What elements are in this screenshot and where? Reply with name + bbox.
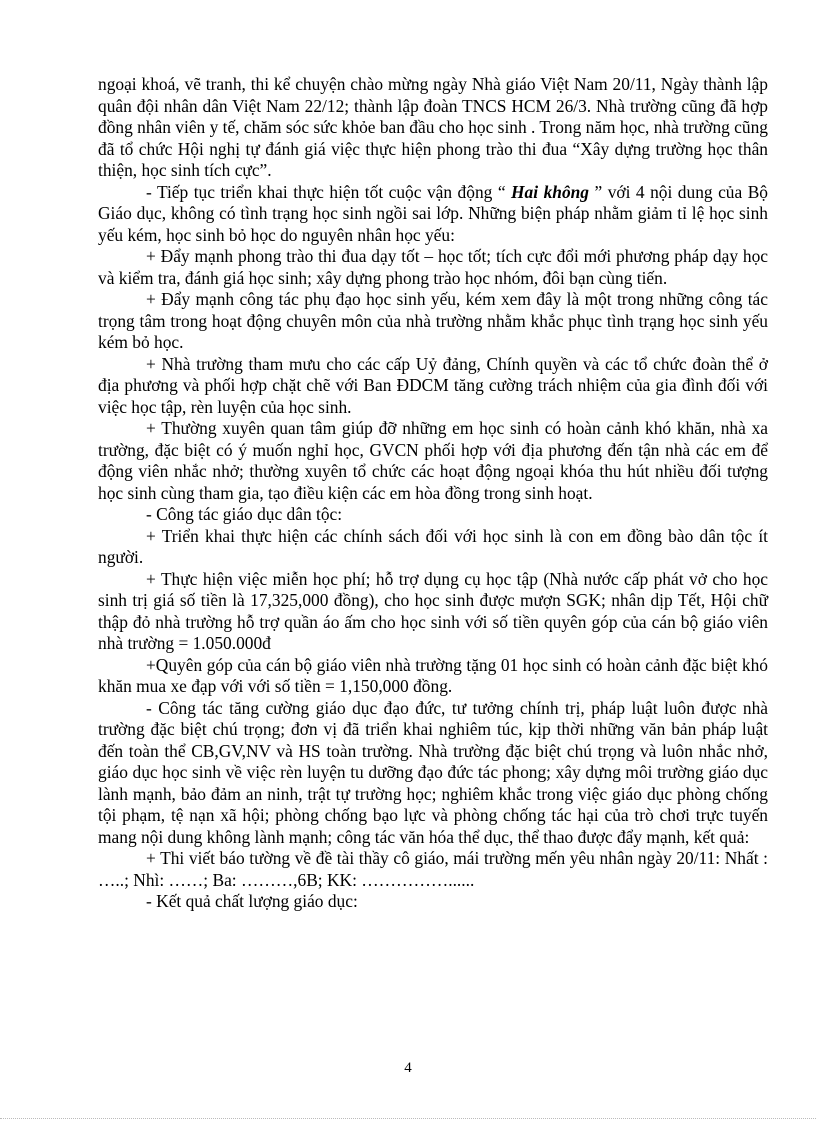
paragraph: - Kết quả chất lượng giáo dục: <box>146 891 358 911</box>
paragraph: + Thi viết báo tường về đề tài thầy cô giáo, mái trường mến yêu nhân ngày 20/11: Nhất : …..; Nhì: ……; Ba: ………,6B; KK: ……………...... <box>98 848 768 890</box>
paragraph: + Thực hiện việc miễn học phí; hỗ trợ dụng cụ học tập (Nhà nước cấp phát vở cho học sinh trị giá số tiền là 17,325,000 đồng), cho học sinh được mượn SGK; nhân dịp Tết, Hội chữ thập đỏ nhà trường hỗ trợ quần áo ấm cho học sinh với số tiền quyên góp của cán bộ giáo viên nhà trường = 1.050.000đ <box>98 568 768 653</box>
page-edge-divider <box>0 1118 816 1119</box>
campaign-name: Hai không <box>511 181 590 202</box>
paragraph: + Thường xuyên quan tâm giúp đỡ những em học sinh có hoàn cảnh khó khăn, nhà xa trường, đặc biệt có ý muốn nghỉ học, GVCN phối hợp với địa phương đến tận nhà các em để động viên nhắc nhở; thường xuyên tổ chức các hoạt động ngoại khóa thu hút nhiều đối tượng học sinh cùng tham gia, tạo điều kiện các em hòa đồng trong sinh hoạt. <box>98 418 768 503</box>
paragraph: + Đẩy mạnh công tác phụ đạo học sinh yếu, kém xem đây là một trong những công tác trọng tâm trong hoạt động chuyên môn của nhà trường nhằm khắc phục tình trạng học sinh yếu kém bỏ học. <box>98 289 768 352</box>
paragraph <box>98 182 768 247</box>
body-text <box>98 74 768 913</box>
paragraph: - Công tác tăng cường giáo dục đạo đức, tư tưởng chính trị, pháp luật luôn được nhà trường đặc biệt chú trọng; đơn vị đã triển khai nghiêm túc, kịp thời những văn bản pháp luật đến toàn thể CB,GV,NV và HS toàn trường. Nhà trường đặc biệt chú trọng và luôn nhắc nhở, giáo dục học sinh về việc rèn luyện tu dưỡng đạo đức tác phong; xây dựng môi trường giáo dục lành mạnh, bảo đảm an ninh, trật tự trường học; nghiêm khắc trong việc giáo dục phòng chống tội phạm, tệ nạn xã hội; phòng chống bạo lực và phòng chống tác hại của trò chơi trực tuyến mang nội dung không lành mạnh; công tác văn hóa thể dục, thể thao được đẩy mạnh, kết quả: <box>98 697 768 847</box>
paragraph: - Công tác giáo dục dân tộc: <box>146 504 343 524</box>
paragraph: +Quyên góp của cán bộ giáo viên nhà trường tặng 01 học sinh có hoàn cảnh đặc biệt khó khăn mua xe đạp với với số tiền = 1,150,000 đồng. <box>98 654 768 696</box>
paragraph-text: - Tiếp tục triển khai thực hiện tốt cuộc vận động “ <box>146 181 512 202</box>
paragraph: + Đẩy mạnh phong trào thi đua dạy tốt – học tốt; tích cực đổi mới phương pháp dạy học và kiểm tra, đánh giá học sinh; xây dựng phong trào học nhóm, đôi bạn cùng tiến. <box>98 246 768 288</box>
page-number: 4 <box>404 1060 412 1076</box>
paragraph: + Triển khai thực hiện các chính sách đối với học sinh là con em đồng bào dân tộc ít người. <box>98 525 768 567</box>
paragraph: ngoại khoá, vẽ tranh, thi kể chuyện chào mừng ngày Nhà giáo Việt Nam 20/11, Ngày thành lập quân đội nhân dân Việt Nam 22/12; thành lập đoàn TNCS HCM 26/3. Nhà trường cũng đã hợp đồng nhân viên y tế, chăm sóc sức khỏe ban đầu cho học sinh . Trong năm học, nhà trường cũng đã tổ chức Hội nghị tự đánh giá việc thực hiện phong trào thi đua “Xây dựng trường học thân thiện, học sinh tích cực”. <box>98 74 768 180</box>
paragraph: + Nhà trường tham mưu cho các cấp Uỷ đảng, Chính quyền và các tổ chức đoàn thể ở địa phương và phối hợp chặt chẽ với Ban ĐDCM tăng cường trách nhiệm của gia đình đối với việc học tập, rèn luyện của học sinh. <box>98 353 768 417</box>
paragraph-text: ” với 4 nội dung của Bộ Giáo dục, không có tình trạng học sinh ngồi sai lớp. Những biện pháp nhằm giảm tỉ lệ học sinh yếu kém, học sinh bỏ học do nguyên nhân học yếu: <box>98 181 768 245</box>
